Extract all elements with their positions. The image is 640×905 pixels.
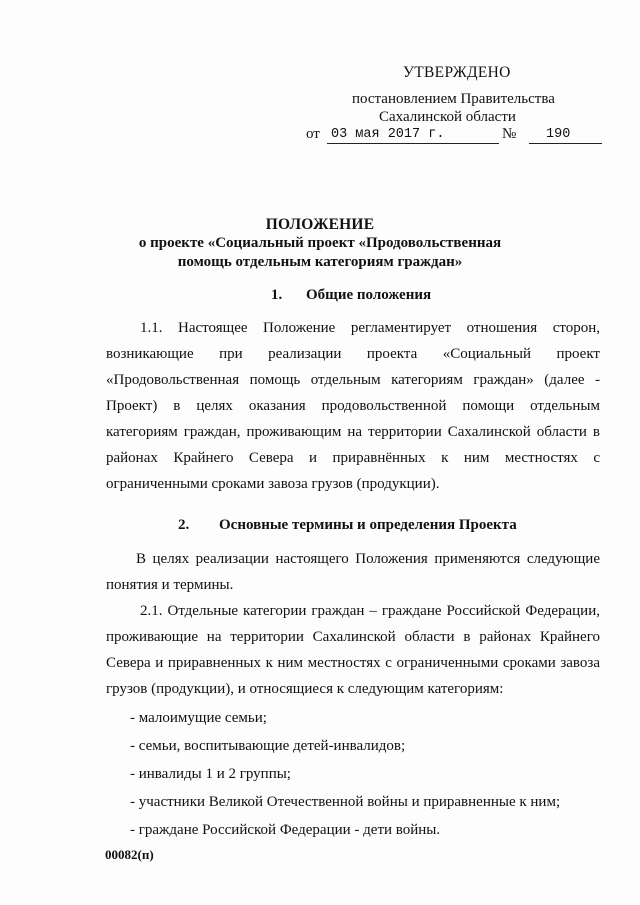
section-2-number: 2. bbox=[178, 517, 190, 533]
decree-date-row bbox=[306, 124, 602, 146]
list-item: - граждане Российской Федерации - дети войны. bbox=[130, 822, 441, 838]
document-code: 00082(п) bbox=[105, 847, 154, 862]
section-1-body bbox=[106, 315, 600, 497]
approved-by: постановлением Правительства bbox=[352, 91, 555, 107]
approved-region: Сахалинской области bbox=[379, 109, 516, 125]
paragraph-2-1: 2.1. Отдельные категории граждан – граждане Российской Федерации, проживающие на территории Сахалинской области в районах Крайнего Севера и приравненных к ним местностях с ограниченными сроками завоза грузов (продукции), и относящиеся к следующим категориям: bbox=[106, 603, 600, 697]
decree-number: 190 bbox=[546, 127, 571, 142]
section-2-body bbox=[106, 598, 600, 702]
section-1-title: Общие положения bbox=[306, 287, 432, 303]
date-underline bbox=[327, 143, 499, 144]
number-sign: № bbox=[502, 126, 517, 142]
number-underline bbox=[529, 143, 602, 144]
title-line-2: помощь отдельным категориям граждан» bbox=[177, 254, 463, 270]
section-2-intro-text: В целях реализации настоящего Положения применяются следующие понятия и термины. bbox=[106, 551, 600, 593]
list-item: - семьи, воспитывающие детей-инвалидов; bbox=[130, 738, 406, 754]
list-item: - малоимущие семьи; bbox=[130, 710, 267, 726]
section-2-intro bbox=[106, 546, 600, 598]
category-list bbox=[130, 705, 560, 845]
section-2-title: Основные термины и определения Проекта bbox=[219, 517, 517, 533]
list-item: - участники Великой Отечественной войны и приравненные к ним; bbox=[130, 794, 561, 810]
paragraph-1-1: 1.1. Настоящее Положение регламентирует отношения сторон, возникающие при реализации проекта «Социальный проект «Продовольственная помощь отдельным категориям граждан» (далее - Проект) в целях оказания продовольственной помощи отдельным категориям граждан, проживающим на территории Сахалинской области в районах Крайнего Севера и приравнённых к ним местностях с ограниченными сроками завоза грузов (продукции). bbox=[106, 320, 600, 492]
date-prefix: от bbox=[306, 126, 320, 142]
document-title bbox=[80, 215, 560, 272]
title-heading: ПОЛОЖЕНИЕ bbox=[265, 216, 375, 233]
section-1-number: 1. bbox=[271, 287, 283, 303]
list-item: - инвалиды 1 и 2 группы; bbox=[130, 766, 291, 782]
decree-date: 03 мая 2017 г. bbox=[331, 127, 445, 142]
approved-label: УТВЕРЖДЕНО bbox=[403, 64, 511, 81]
title-line-1: о проекте «Социальный проект «Продовольственная bbox=[138, 235, 502, 251]
